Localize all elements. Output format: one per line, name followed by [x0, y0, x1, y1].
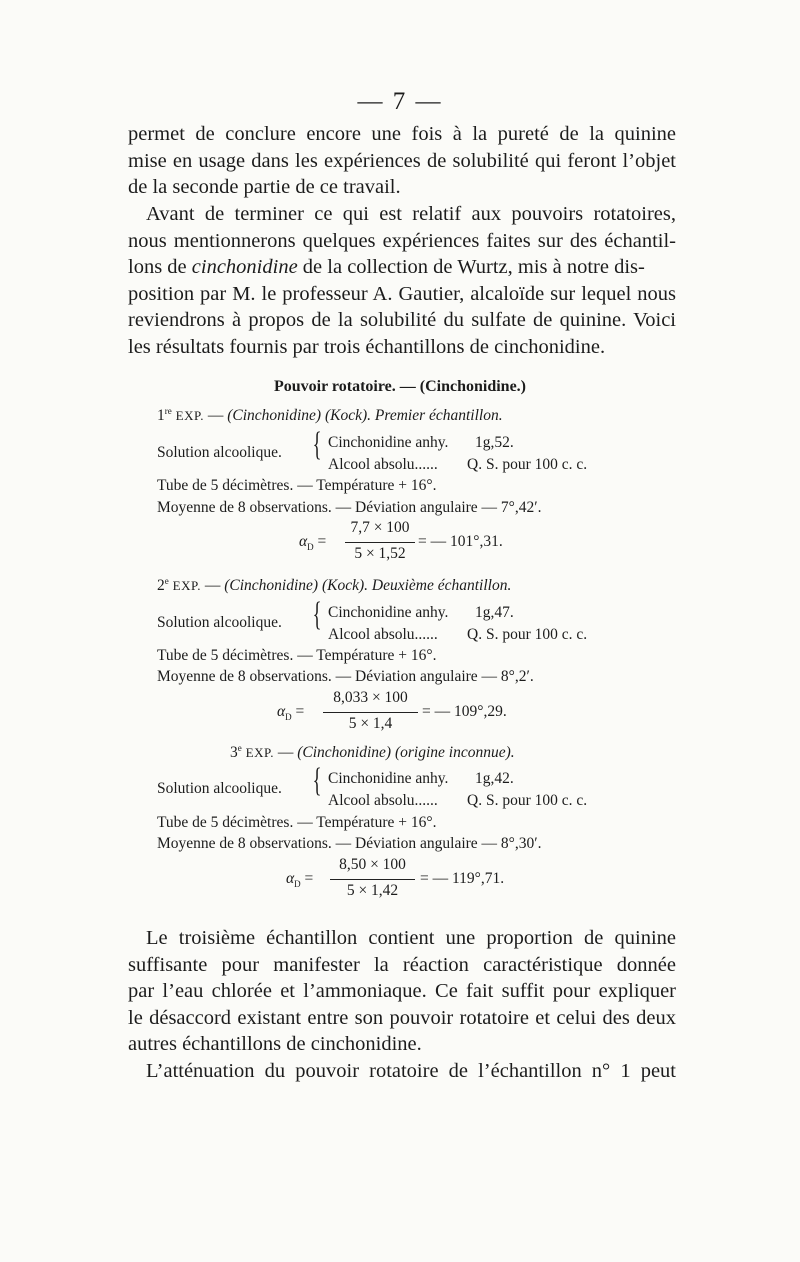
dash: —: [277, 744, 294, 762]
exp-label: EXP.: [245, 745, 274, 761]
mass-value: 1g,52.: [475, 434, 514, 451]
fraction-bar: [330, 879, 415, 880]
page-number: — 7 —: [357, 88, 443, 115]
text-line: [128, 254, 676, 281]
tube-line: Tube de 5 décimètres. — Température + 16°.: [157, 814, 437, 831]
fraction-bar: [323, 712, 418, 713]
text-line: autres échantillons de cinchonidine.: [128, 1033, 422, 1055]
solution-line-2: Alcool absolu......: [328, 626, 438, 643]
exp-ordinal-sup: re: [164, 406, 172, 416]
experiment-1-header: [157, 406, 503, 425]
solution-label: Solution alcoolique.: [157, 614, 282, 631]
text-line: L’atténuation du pouvoir rotatoire de l’échantillon n° 1 peut: [146, 1059, 676, 1082]
alpha: α: [299, 533, 308, 550]
alpha-symbol: $\alpha_D$ =: [286, 870, 314, 890]
source: (origine inconnue).: [394, 744, 515, 762]
sample-label: Deuxième échantillon.: [371, 577, 512, 595]
qs-value: Q. S. pour 100 c. c.: [467, 626, 588, 643]
solution-line-1: [328, 434, 448, 452]
text-line: Avant de terminer ce qui est relatif aux pouvoirs rotatoires,: [146, 203, 676, 225]
text-line: de la seconde partie de ce travail.: [128, 176, 401, 198]
moyenne-line: Moyenne de 8 observations. — Déviation angulaire — 8°,30′.: [157, 835, 542, 852]
exp-ordinal: 3: [230, 744, 238, 762]
alpha-sub: D: [307, 542, 314, 553]
alpha-symbol: $\alpha_D$ =: [277, 703, 305, 723]
text-line: par l’eau chlorée et l’ammoniaque. Ce fait suffit pour expliquer: [128, 980, 676, 1002]
exp-ordinal: 1: [157, 407, 165, 425]
ingredient: Cinchonidine anhy.: [328, 434, 449, 451]
second-paragraph: [128, 201, 676, 360]
substance: (Cinchonidine): [227, 407, 322, 425]
mass-value: 1g,42.: [475, 770, 514, 787]
substance: (Cinchonidine): [297, 744, 392, 762]
alpha-symbol: $\alpha_D$ =: [299, 533, 327, 553]
text-line: nous mentionnerons quelques expériences faites sur des échantil-: [128, 229, 676, 252]
experiment-2-header: [157, 576, 511, 595]
source: (Kock).: [324, 407, 372, 425]
denominator: 5 × 1,42: [346, 882, 399, 899]
moyenne-line: Moyenne de 8 observations. — Déviation angulaire — 8°,2′.: [157, 668, 534, 685]
exp-ordinal: 2: [157, 577, 165, 595]
tube-line: Tube de 5 décimètres. — Température + 16°.: [157, 477, 437, 494]
text-line: mise en usage dans les expériences de solubilité qui feront l’objet: [128, 149, 676, 172]
qs-value: Q. S. pour 100 c. c.: [467, 456, 588, 473]
text-segment: de la collection de Wurtz, mis à notre dis-: [297, 256, 645, 278]
text-line: les résultats fournis par trois échantillons de cinchonidine.: [128, 335, 606, 358]
solution-line-2: Alcool absolu......: [328, 792, 438, 809]
result: = — 119°,71.: [420, 870, 505, 887]
text-line: suffisante pour manifester la réaction caractéristique donnée: [128, 953, 676, 976]
mass-value: 1g,47.: [475, 604, 514, 621]
tube-line: Tube de 5 décimètres. — Température + 16°.: [157, 647, 437, 664]
intro-paragraph: [128, 121, 676, 201]
italic-term: cinchonidine: [191, 256, 298, 278]
text-line: Le troisième échantillon contient une proportion de quinine: [146, 927, 676, 949]
brace-icon: {: [312, 596, 322, 633]
text-line: permet de conclure encore une fois à la pureté de la quinine: [128, 123, 676, 145]
sample-label: Premier échantillon.: [374, 407, 503, 425]
closing-paragraph: [128, 925, 676, 1084]
text-line: reviendrons à propos de la solubilité du sulfate de quinine. Voici: [128, 309, 676, 331]
source: (Kock).: [321, 577, 369, 595]
result: = — 109°,29.: [422, 703, 507, 720]
experiment-3-header: [230, 743, 515, 762]
numerator: 7,7 × 100: [350, 519, 410, 536]
moyenne-line: Moyenne de 8 observations. — Déviation angulaire — 7°,42′.: [157, 499, 542, 516]
exp-ordinal-sup: e: [237, 743, 242, 753]
exp-label: EXP.: [172, 578, 201, 594]
result: = — 101°,31.: [418, 533, 503, 550]
alpha-sub: D: [294, 879, 301, 890]
exp-ordinal-sup: e: [164, 576, 169, 586]
solution-line-1: Cinchonidine anhy.: [328, 604, 449, 621]
denominator: 5 × 1,4: [348, 715, 393, 732]
exp-label: EXP.: [175, 408, 204, 424]
text-line: le désaccord existant entre son pouvoir rotatoire et celui des deux: [128, 1006, 676, 1029]
fraction-bar: [345, 542, 415, 543]
solution-line-1: Cinchonidine anhy.: [328, 770, 449, 787]
brace-icon: {: [312, 762, 322, 799]
dash: —: [204, 577, 221, 595]
brace-icon: {: [312, 426, 322, 463]
solution-line-2: Alcool absolu......: [328, 456, 438, 473]
denominator: 5 × 1,52: [354, 545, 406, 562]
alpha: α: [286, 870, 295, 887]
text-line: position par M. le professeur A. Gautier, alcaloïde sur lequel nous: [128, 282, 676, 305]
alpha-sub: D: [285, 712, 292, 723]
numerator: 8,033 × 100: [333, 689, 408, 706]
solution-label: Solution alcoolique.: [157, 780, 282, 797]
qs-value: Q. S. pour 100 c. c.: [467, 792, 588, 809]
text-segment: lons de: [128, 256, 192, 278]
dash: —: [207, 407, 224, 425]
alpha: α: [277, 703, 286, 720]
numerator: 8,50 × 100: [339, 856, 406, 873]
substance: (Cinchonidine): [224, 577, 319, 595]
solution-label: Solution alcoolique.: [157, 444, 282, 461]
table-heading: Pouvoir rotatoire. — (Cinchonidine.): [274, 378, 526, 395]
